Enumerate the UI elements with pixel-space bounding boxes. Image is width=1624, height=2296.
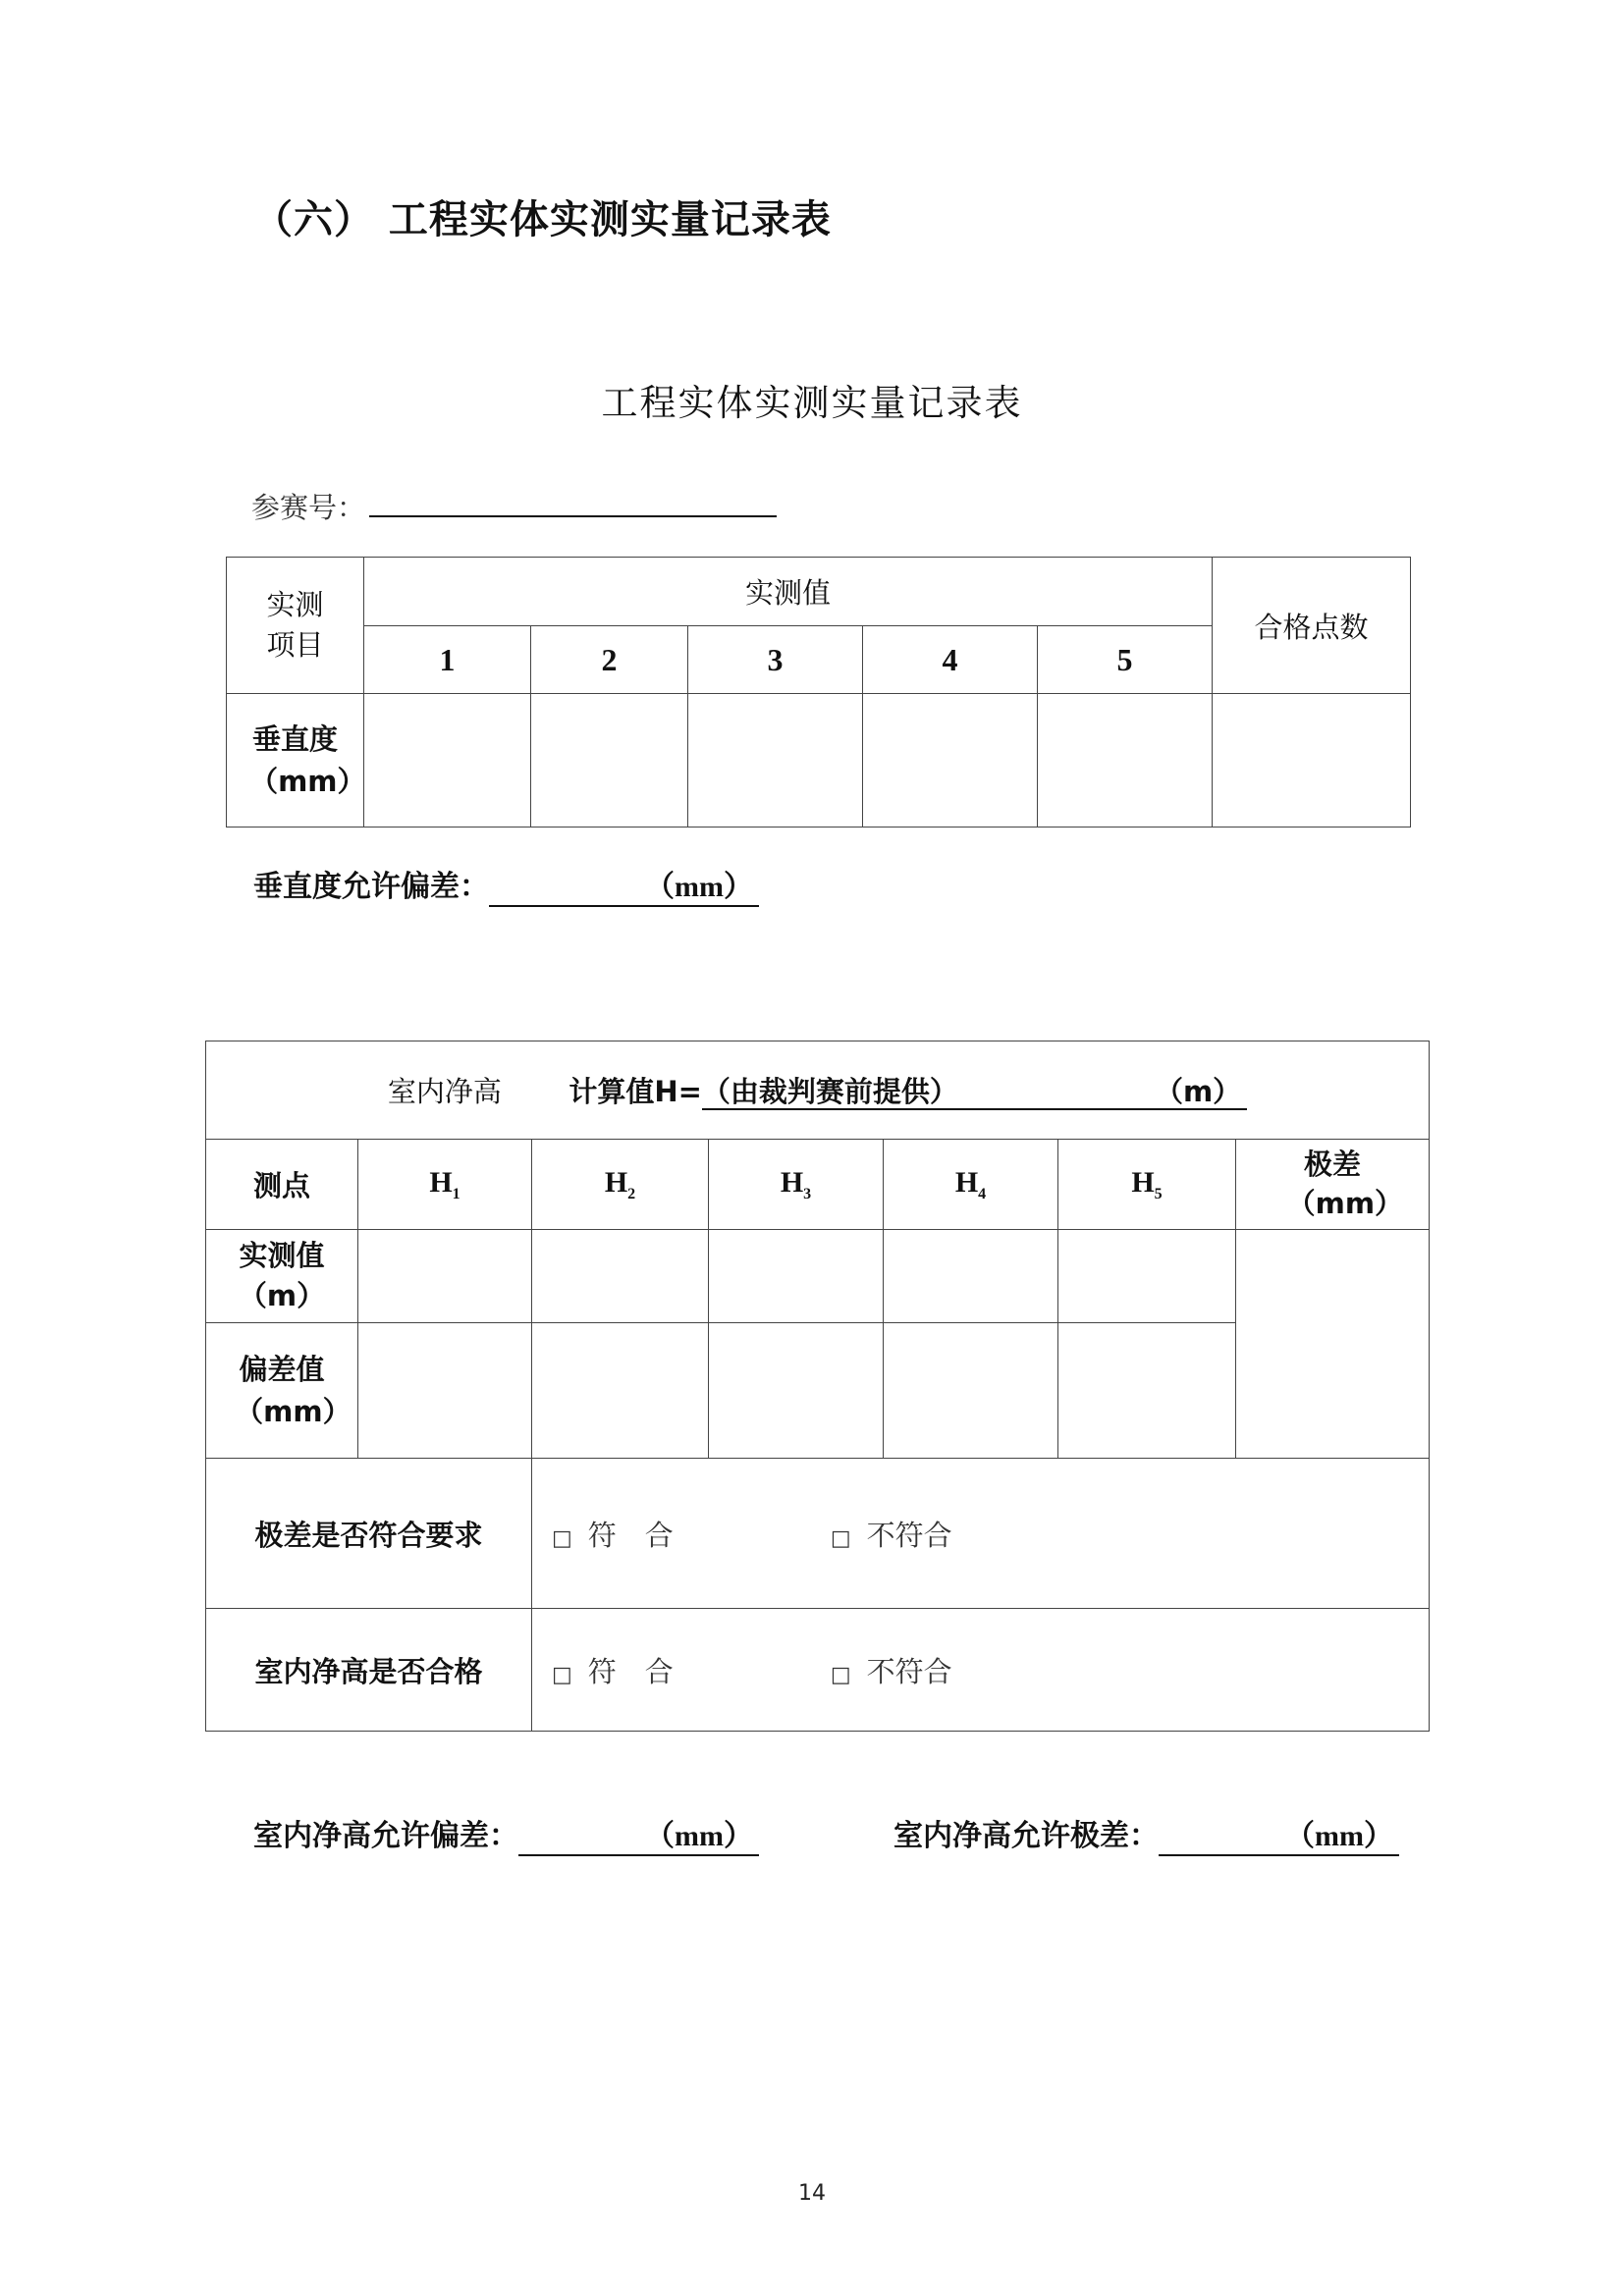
pass-count-header: 合格点数: [1213, 558, 1411, 694]
deviation-row-label: 偏差值（mm）: [206, 1323, 358, 1459]
form-title: 工程实体实测实量记录表: [601, 382, 1023, 424]
deviation-cell[interactable]: [884, 1323, 1058, 1459]
height-range-unit: （mm）: [1285, 1820, 1393, 1852]
height-tolerance-unit: （mm）: [645, 1820, 753, 1852]
measured-cell[interactable]: [1038, 694, 1213, 828]
measured-cell[interactable]: [358, 1230, 532, 1323]
measured-cell[interactable]: [709, 1230, 884, 1323]
calc-value-label: 计算值H=: [568, 1075, 702, 1108]
range-ok-options: [532, 1459, 1430, 1609]
measured-header: 实测值: [364, 558, 1213, 626]
measured-cell[interactable]: [688, 694, 863, 828]
deviation-cell[interactable]: [709, 1323, 884, 1459]
measured-row-label: 实测值（m）: [206, 1230, 358, 1323]
calc-value-unit: （m）: [1154, 1075, 1242, 1108]
height-ok-options: [532, 1609, 1430, 1732]
measured-cell[interactable]: [863, 694, 1038, 828]
indoor-height-title: 室内净高: [387, 1075, 502, 1108]
deviation-cell[interactable]: [532, 1323, 709, 1459]
range-ok-no-label: 不符合: [866, 1518, 952, 1552]
height-ok-no-checkbox[interactable]: □: [830, 1662, 851, 1687]
height-tolerance-label: 室内净高允许偏差：: [253, 1819, 518, 1853]
verticality-tolerance-row: [253, 862, 759, 907]
point-h5: $H_5$: [1058, 1140, 1236, 1230]
item-header: 实测项目: [227, 558, 364, 694]
range-ok-label: 极差是否符合要求: [206, 1459, 532, 1609]
section-heading: （六） 工程实体实测实量记录表: [253, 197, 832, 242]
verticality-tolerance-unit: （mm）: [645, 871, 753, 903]
deviation-cell[interactable]: [358, 1323, 532, 1459]
column-header: 4: [863, 626, 1038, 694]
column-header: 5: [1038, 626, 1213, 694]
height-range-label: 室内净高允许极差：: [893, 1819, 1159, 1853]
height-tolerance-field[interactable]: [518, 1811, 759, 1856]
participant-number-field[interactable]: [369, 486, 777, 517]
verticality-tolerance-field[interactable]: [489, 862, 759, 907]
verticality-table: [226, 557, 1411, 828]
height-ok-yes-label: 符 合: [587, 1654, 674, 1688]
indoor-height-title-row: [206, 1041, 1430, 1140]
measured-cell[interactable]: [364, 694, 531, 828]
point-h3: $H_3$: [709, 1140, 884, 1230]
measured-cell[interactable]: [532, 1230, 709, 1323]
page-number: 14: [798, 2181, 826, 2206]
measured-cell[interactable]: [531, 694, 688, 828]
column-header: 1: [364, 626, 531, 694]
measured-cell[interactable]: [1058, 1230, 1236, 1323]
indoor-height-table: [205, 1041, 1430, 1732]
range-ok-yes-checkbox[interactable]: □: [552, 1525, 572, 1551]
height-ok-no-label: 不符合: [866, 1654, 952, 1688]
height-tolerance-row: [253, 1811, 759, 1856]
column-header: 2: [531, 626, 688, 694]
height-ok-label: 室内净高是否合格: [206, 1609, 532, 1732]
height-range-field[interactable]: [1159, 1811, 1399, 1856]
calc-value-field[interactable]: [702, 1075, 1247, 1110]
range-ok-yes-label: 符 合: [587, 1518, 674, 1552]
participant-number-row: [251, 486, 777, 526]
verticality-row-label: 垂直度（mm）: [227, 694, 364, 828]
participant-number-label: 参赛号：: [251, 491, 366, 524]
range-header: 极差（mm）: [1236, 1140, 1430, 1230]
pass-count-cell[interactable]: [1213, 694, 1411, 828]
height-ok-yes-checkbox[interactable]: □: [552, 1662, 572, 1687]
range-cell[interactable]: [1236, 1230, 1430, 1459]
height-range-row: [893, 1811, 1399, 1856]
verticality-tolerance-label: 垂直度允许偏差：: [253, 870, 489, 904]
calc-value-note: （由裁判赛前提供）: [701, 1075, 958, 1108]
column-header: 3: [688, 626, 863, 694]
point-h2: $H_2$: [532, 1140, 709, 1230]
measured-cell[interactable]: [884, 1230, 1058, 1323]
deviation-cell[interactable]: [1058, 1323, 1236, 1459]
point-header: 测点: [206, 1140, 358, 1230]
point-h1: $H_1$: [358, 1140, 532, 1230]
point-h4: $H_4$: [884, 1140, 1058, 1230]
range-ok-no-checkbox[interactable]: □: [830, 1525, 851, 1551]
